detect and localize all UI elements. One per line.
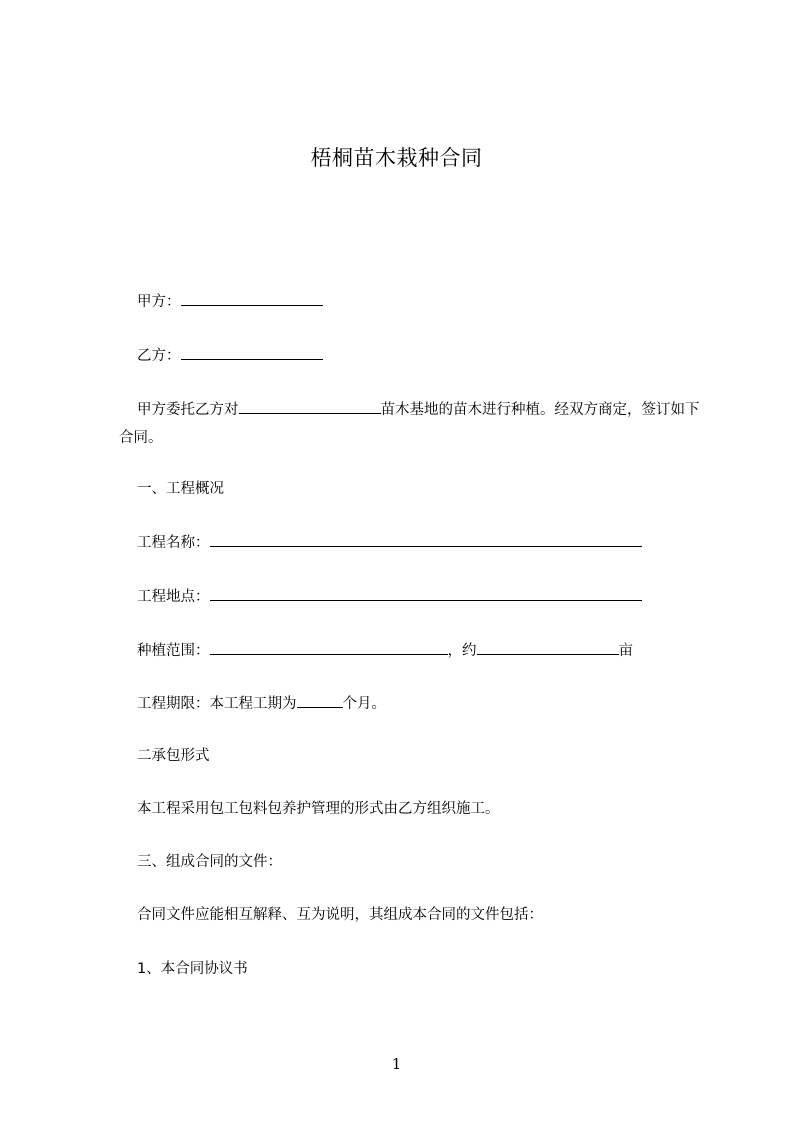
section1-heading: 一、工程概况 <box>137 481 224 497</box>
section3-heading: 三、组成合同的文件： <box>137 854 282 870</box>
planting-area-unit: 亩 <box>618 643 633 659</box>
section3-item-1: 1、本合同协议书 <box>137 961 248 977</box>
project-location-label: 工程地点： <box>137 589 210 605</box>
project-name-blank[interactable] <box>210 532 642 547</box>
project-period-blank[interactable] <box>297 693 343 708</box>
planting-scope-label: 种植范围： <box>137 643 210 659</box>
party-b-line <box>137 345 323 366</box>
intro-paragraph <box>119 396 704 452</box>
project-location-line <box>137 586 642 607</box>
planting-scope-line <box>137 640 633 661</box>
planting-scope-blank[interactable] <box>210 640 448 655</box>
project-period-text-1: 工程期限：本工程工期为 <box>137 696 297 712</box>
page-number: 1 <box>391 1055 402 1073</box>
project-period-text-2: 个月。 <box>342 696 386 712</box>
project-period-line <box>137 693 386 714</box>
project-name-label: 工程名称： <box>137 535 210 551</box>
project-location-blank[interactable] <box>210 586 642 601</box>
section2-heading: 二承包形式 <box>137 748 210 764</box>
planting-scope-about: ，约 <box>447 643 477 659</box>
planting-area-blank[interactable] <box>477 640 619 655</box>
section2-text: 本工程采用包工包料包养护管理的形式由乙方组织施工。 <box>137 801 500 817</box>
section3-text: 合同文件应能相互解释、互为说明，其组成本合同的文件包括： <box>137 907 543 923</box>
intro-text-2: 苗木基地的苗木进行种植。经双方商定，签订如下合同。 <box>119 402 700 446</box>
party-a-blank[interactable] <box>181 291 323 306</box>
intro-text-1: 甲方委托乙方对 <box>137 402 239 418</box>
intro-blank-1[interactable] <box>239 399 309 414</box>
party-b-blank[interactable] <box>181 345 323 360</box>
party-a-label: 甲方： <box>137 294 181 310</box>
party-b-label: 乙方： <box>137 348 181 364</box>
party-a-line <box>137 291 323 312</box>
project-name-line <box>137 532 642 553</box>
intro-blank-2[interactable] <box>309 399 381 414</box>
document-title: 梧桐苗木栽种合同 <box>310 146 483 170</box>
